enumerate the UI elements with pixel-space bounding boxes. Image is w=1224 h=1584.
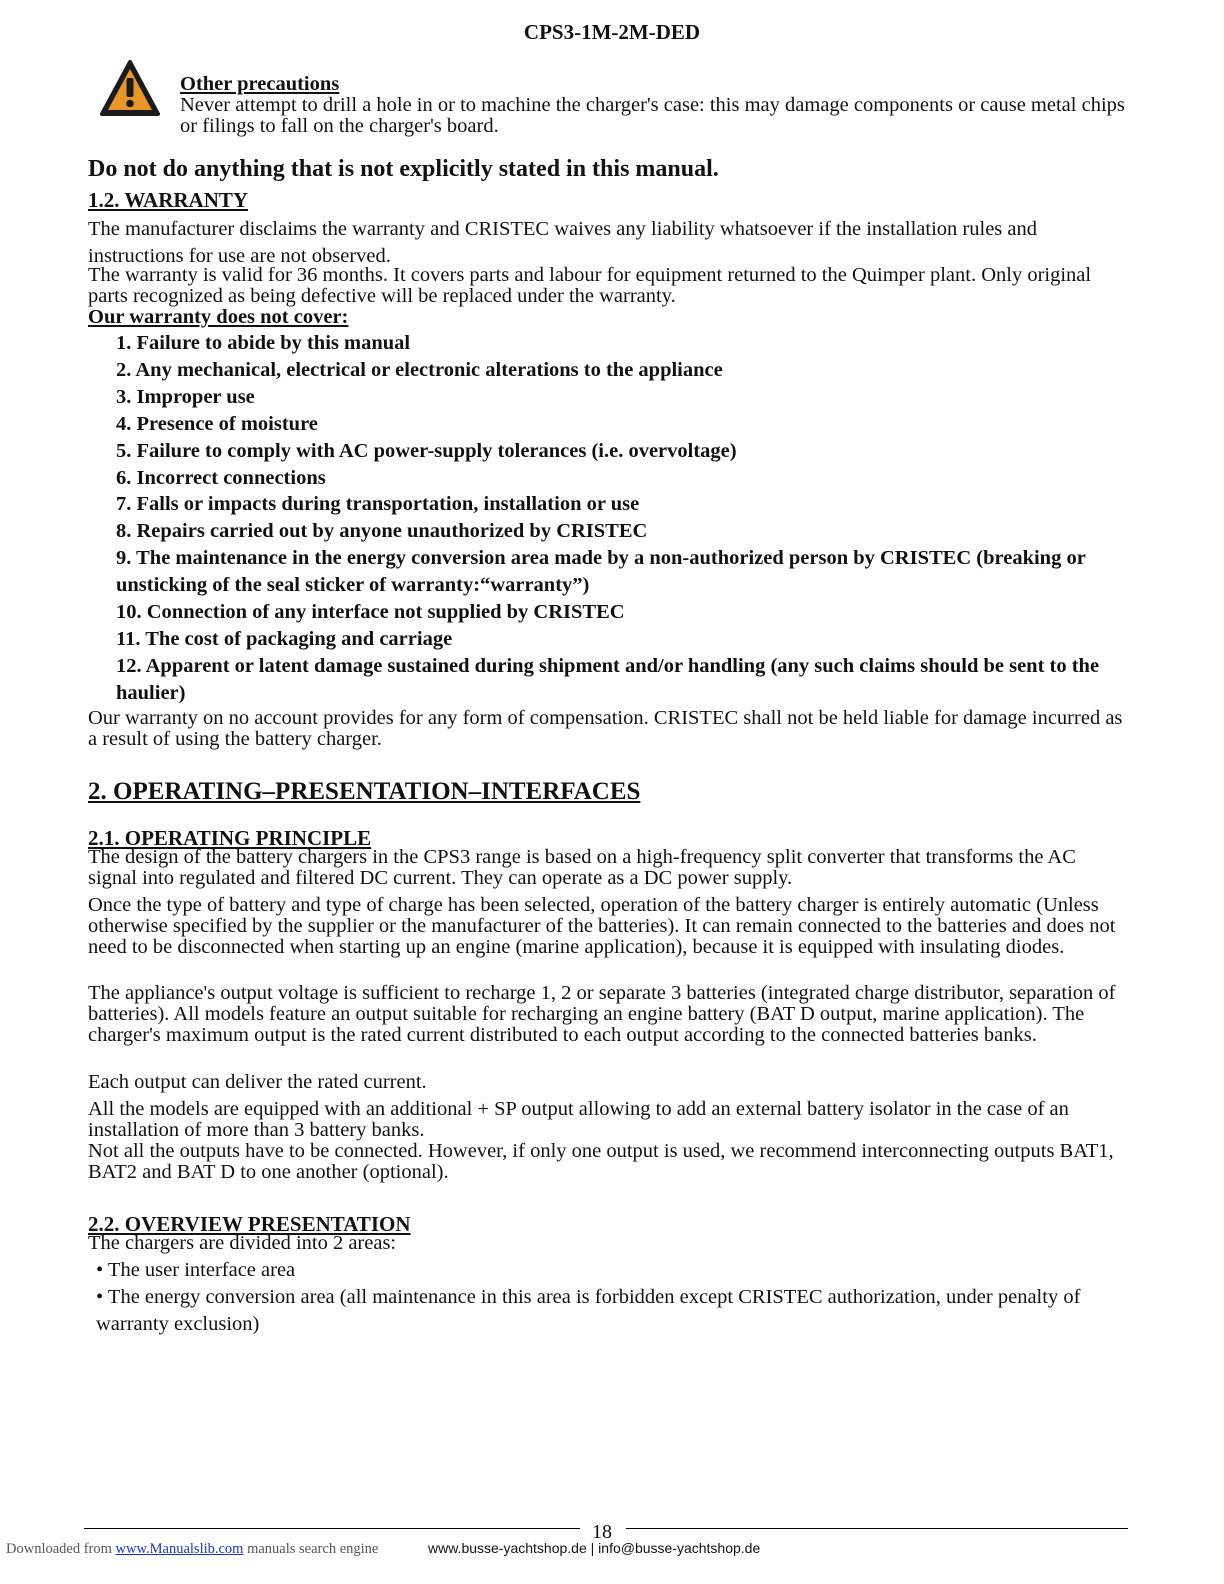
precautions-text: Never attempt to drill a hole in or to machine the charger's case: this may damage components or cause metal chips or filings to fall on the charger's board. bbox=[180, 94, 1125, 137]
operating-principle-title: 2.1. OPERATING PRINCIPLE bbox=[88, 826, 372, 850]
warranty-not-cover-title: Our warranty does not cover: bbox=[88, 306, 349, 328]
principle-paragraph-4: Each output can deliver the rated current. bbox=[88, 1071, 427, 1093]
footer-rule-right bbox=[626, 1528, 1128, 1529]
list-item: 8. Repairs carried out by anyone unauthorized by CRISTEC bbox=[116, 520, 648, 543]
precautions-title: Other precautions bbox=[180, 73, 340, 95]
downloaded-prefix: Downloaded from bbox=[6, 1541, 112, 1557]
list-item: 10. Connection of any interface not supplied by CRISTEC bbox=[116, 601, 625, 624]
list-item: 2. Any mechanical, electrical or electronic alterations to the appliance bbox=[116, 358, 723, 381]
warning-triangle-icon bbox=[98, 58, 162, 120]
warranty-exclusions-list bbox=[116, 330, 1126, 707]
list-item: 11. The cost of packaging and carriage bbox=[116, 627, 453, 650]
principle-paragraph-2: Once the type of battery and type of charge has been selected, operation of the battery charger is entirely automatic (Unless otherwise specified by the supplier or the manufacturer of the batteries). It can remain connected to the batteries and does not need to be disconnected when starting up an engine (marine application), because it is equipped with insulating diodes. bbox=[88, 894, 1116, 958]
warranty-closing: Our warranty on no account provides for any form of compensation. CRISTEC shall not be held liable for damage incurred as a result of using the battery charger. bbox=[88, 707, 1123, 750]
manual-notice: Do not do anything that is not explicitly stated in this manual. bbox=[88, 156, 719, 182]
manualslib-link[interactable]: www.Manualslib.com bbox=[115, 1541, 244, 1557]
list-item: 7. Falls or impacts during transportation, installation or use bbox=[116, 493, 640, 516]
list-item: • The user interface area bbox=[96, 1259, 296, 1281]
list-item: 12. Apparent or latent damage sustained during shipment and/or handling (any such claims should be sent to the haulier) bbox=[116, 654, 1100, 704]
list-item: • The energy conversion area (all maintenance in this area is forbidden except CRISTEC authorization, under penalty of warranty exclusion) bbox=[96, 1286, 1081, 1335]
downloaded-from bbox=[6, 1541, 378, 1558]
footer-rule-left bbox=[84, 1528, 580, 1529]
page-header-title: CPS3-1M-2M-DED bbox=[523, 20, 701, 44]
warranty-paragraph-2: The warranty is valid for 36 months. It covers parts and labour for equipment returned to the Quimper plant. Only original parts recognized as being defective will be replaced under the warranty. bbox=[88, 264, 1092, 307]
principle-paragraph-5: All the models are equipped with an additional + SP output allowing to add an external battery isolator in the case of an installation of more than 3 battery banks. bbox=[88, 1098, 1069, 1141]
principle-paragraph-1: The design of the battery chargers in the CPS3 range is based on a high-frequency split converter that transforms the AC signal into regulated and filtered DC current. They can operate as a DC power supply. bbox=[88, 846, 1076, 889]
list-item: 4. Presence of moisture bbox=[116, 412, 318, 435]
overview-intro: The chargers are divided into 2 areas: bbox=[88, 1232, 397, 1254]
list-item: 6. Incorrect connections bbox=[116, 466, 326, 489]
warranty-paragraph-1: The manufacturer disclaims the warranty and CRISTEC waives any liability whatsoever if the installation rules and instructions for use are not observed. bbox=[88, 218, 1037, 267]
downloaded-suffix: manuals search engine bbox=[247, 1541, 379, 1557]
principle-paragraph-3: The appliance's output voltage is sufficient to recharge 1, 2 or separate 3 batteries (integrated charge distributor, separation of batteries). All models feature an output suitable for recharging an engine battery (BAT D output, marine application). The charger's maximum output is the rated current distributed to each output according to the connected batteries banks. bbox=[88, 982, 1116, 1046]
page-number: 18 bbox=[592, 1521, 612, 1543]
footer-site-contact: www.busse-yachtshop.de | info@busse-yachtshop.de bbox=[428, 1540, 761, 1556]
list-item: 9. The maintenance in the energy conversion area made by a non-authorized person by CRISTEC (breaking or unsticking of the seal sticker of warranty:“warranty”) bbox=[116, 547, 1086, 597]
overview-title: 2.2. OVERVIEW PRESENTATION bbox=[88, 1212, 411, 1236]
list-item: 3. Improper use bbox=[116, 385, 255, 408]
other-precautions-block bbox=[180, 74, 1140, 137]
overview-bullets bbox=[96, 1257, 1126, 1338]
list-item: 1. Failure to abide by this manual bbox=[116, 332, 411, 354]
warranty-title: 1.2. WARRANTY bbox=[88, 188, 249, 212]
principle-paragraph-6: Not all the outputs have to be connected. However, if only one output is used, we recommend interconnecting outputs BAT1, BAT2 and BAT D to one another (optional). bbox=[88, 1140, 1114, 1183]
section-2-title: 2. OPERATING–PRESENTATION–INTERFACES bbox=[88, 778, 641, 805]
list-item: 5. Failure to comply with AC power-supply tolerances (i.e. overvoltage) bbox=[116, 439, 737, 462]
